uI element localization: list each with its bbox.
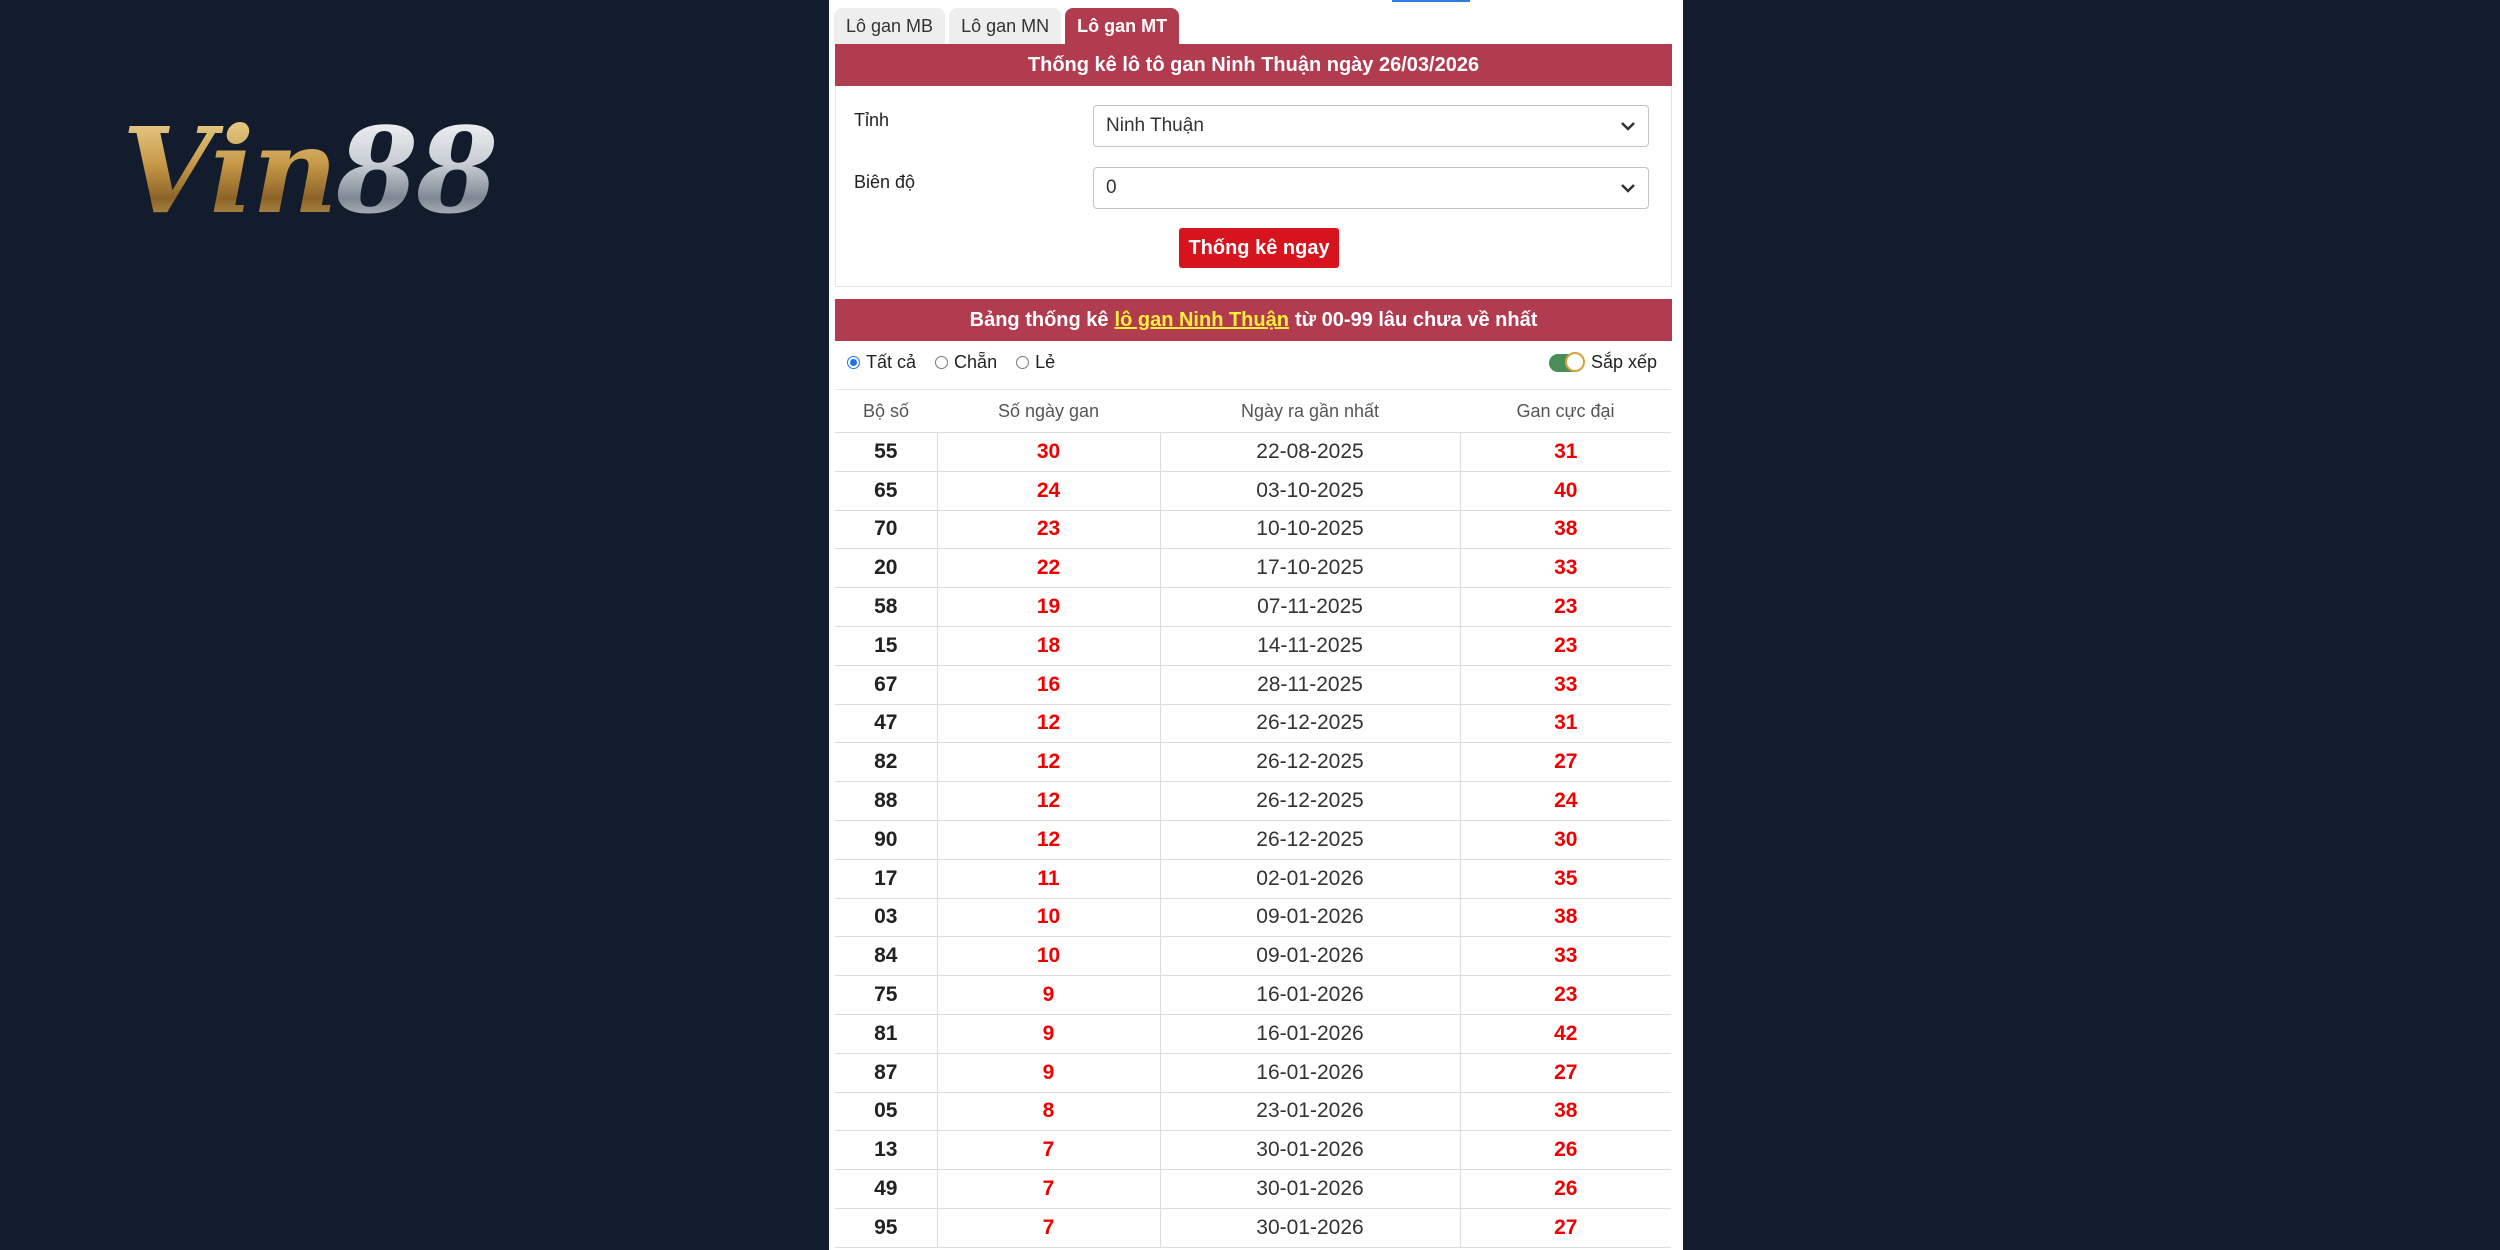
cell-gan-cuc-dai: 35 bbox=[1460, 859, 1671, 898]
cell-bo-so: 67 bbox=[835, 665, 937, 704]
cell-so-ngay-gan: 23 bbox=[937, 510, 1160, 549]
cell-bo-so: 58 bbox=[835, 588, 937, 627]
cell-bo-so: 05 bbox=[835, 1092, 937, 1131]
table-header-row bbox=[835, 390, 1671, 433]
cell-bo-so: 87 bbox=[835, 1053, 937, 1092]
cell-gan-cuc-dai: 42 bbox=[1460, 1014, 1671, 1053]
col-header-bo-so: Bộ số bbox=[835, 390, 937, 433]
table-row bbox=[835, 1131, 1671, 1170]
cell-ngay-ra: 30-01-2026 bbox=[1160, 1170, 1460, 1209]
content-panel bbox=[829, 0, 1683, 1250]
table-row bbox=[835, 433, 1671, 472]
table-row bbox=[835, 859, 1671, 898]
chevron-down-icon bbox=[1620, 183, 1636, 193]
cell-so-ngay-gan: 18 bbox=[937, 626, 1160, 665]
cell-bo-so: 75 bbox=[835, 976, 937, 1015]
cell-ngay-ra: 14-11-2025 bbox=[1160, 626, 1460, 665]
table-row bbox=[835, 510, 1671, 549]
table-body bbox=[835, 433, 1671, 1248]
col-header-so-ngay-gan: Số ngày gan bbox=[937, 390, 1160, 433]
parity-filters bbox=[847, 352, 1657, 380]
table-row bbox=[835, 549, 1671, 588]
cell-so-ngay-gan: 12 bbox=[937, 704, 1160, 743]
cell-bo-so: 65 bbox=[835, 471, 937, 510]
filter-form bbox=[835, 86, 1672, 287]
stats-table bbox=[835, 389, 1671, 1248]
cell-gan-cuc-dai: 26 bbox=[1460, 1131, 1671, 1170]
cell-bo-so: 88 bbox=[835, 782, 937, 821]
radio-all-label: Tất cả bbox=[866, 352, 917, 372]
tab-lo-gan-mn[interactable]: Lô gan MN bbox=[949, 8, 1061, 44]
region-tabs bbox=[834, 4, 1183, 44]
table-row bbox=[835, 820, 1671, 859]
cell-ngay-ra: 30-01-2026 bbox=[1160, 1131, 1460, 1170]
cell-ngay-ra: 03-10-2025 bbox=[1160, 471, 1460, 510]
sort-control[interactable] bbox=[1549, 352, 1657, 373]
cell-so-ngay-gan: 16 bbox=[937, 665, 1160, 704]
cell-ngay-ra: 26-12-2025 bbox=[1160, 743, 1460, 782]
table-row bbox=[835, 1014, 1671, 1053]
cell-gan-cuc-dai: 26 bbox=[1460, 1170, 1671, 1209]
cell-so-ngay-gan: 19 bbox=[937, 588, 1160, 627]
cell-bo-so: 13 bbox=[835, 1131, 937, 1170]
cell-so-ngay-gan: 7 bbox=[937, 1208, 1160, 1247]
cell-bo-so: 17 bbox=[835, 859, 937, 898]
table-row bbox=[835, 626, 1671, 665]
cell-ngay-ra: 26-12-2025 bbox=[1160, 820, 1460, 859]
table-row bbox=[835, 782, 1671, 821]
range-select[interactable] bbox=[1093, 167, 1649, 209]
cell-gan-cuc-dai: 24 bbox=[1460, 782, 1671, 821]
cell-ngay-ra: 09-01-2026 bbox=[1160, 937, 1460, 976]
cell-gan-cuc-dai: 40 bbox=[1460, 471, 1671, 510]
logo-text-vin: Vin bbox=[122, 101, 337, 240]
cell-gan-cuc-dai: 31 bbox=[1460, 433, 1671, 472]
cell-so-ngay-gan: 24 bbox=[937, 471, 1160, 510]
radio-all[interactable] bbox=[847, 352, 916, 373]
province-label: Tỉnh bbox=[854, 110, 890, 130]
cell-bo-so: 20 bbox=[835, 549, 937, 588]
radio-even-label: Chẵn bbox=[954, 352, 998, 372]
stats-title-before: Bảng thống kê bbox=[969, 308, 1109, 331]
table-row bbox=[835, 976, 1671, 1015]
cell-ngay-ra: 16-01-2026 bbox=[1160, 976, 1460, 1015]
cell-so-ngay-gan: 12 bbox=[937, 743, 1160, 782]
cell-so-ngay-gan: 8 bbox=[937, 1092, 1160, 1131]
radio-circle[interactable] bbox=[1016, 356, 1029, 369]
cell-gan-cuc-dai: 23 bbox=[1460, 626, 1671, 665]
cell-ngay-ra: 30-01-2026 bbox=[1160, 1208, 1460, 1247]
table-row bbox=[835, 704, 1671, 743]
cell-so-ngay-gan: 10 bbox=[937, 898, 1160, 937]
sort-toggle[interactable] bbox=[1549, 354, 1583, 372]
province-select[interactable] bbox=[1093, 105, 1649, 147]
table-row bbox=[835, 743, 1671, 782]
cell-so-ngay-gan: 22 bbox=[937, 549, 1160, 588]
province-select-value: Ninh Thuận bbox=[1106, 115, 1204, 136]
cell-so-ngay-gan: 12 bbox=[937, 782, 1160, 821]
cell-gan-cuc-dai: 27 bbox=[1460, 1208, 1671, 1247]
cell-so-ngay-gan: 11 bbox=[937, 859, 1160, 898]
form-title: Thống kê lô tô gan Ninh Thuận ngày 26/03/2026 bbox=[835, 44, 1672, 86]
cell-ngay-ra: 02-01-2026 bbox=[1160, 859, 1460, 898]
table-row bbox=[835, 898, 1671, 937]
cell-gan-cuc-dai: 38 bbox=[1460, 1092, 1671, 1131]
cell-gan-cuc-dai: 38 bbox=[1460, 510, 1671, 549]
cell-gan-cuc-dai: 27 bbox=[1460, 743, 1671, 782]
cell-gan-cuc-dai: 23 bbox=[1460, 588, 1671, 627]
cell-so-ngay-gan: 12 bbox=[937, 820, 1160, 859]
vin88-logo bbox=[122, 101, 497, 240]
logo-text-88: 88 bbox=[336, 101, 497, 240]
table-row bbox=[835, 471, 1671, 510]
cell-bo-so: 84 bbox=[835, 937, 937, 976]
cell-so-ngay-gan: 9 bbox=[937, 1053, 1160, 1092]
cell-bo-so: 49 bbox=[835, 1170, 937, 1209]
cell-ngay-ra: 09-01-2026 bbox=[1160, 898, 1460, 937]
cell-so-ngay-gan: 7 bbox=[937, 1131, 1160, 1170]
stats-title bbox=[835, 299, 1672, 341]
cell-gan-cuc-dai: 27 bbox=[1460, 1053, 1671, 1092]
cell-ngay-ra: 17-10-2025 bbox=[1160, 549, 1460, 588]
radio-odd[interactable] bbox=[1016, 352, 1055, 373]
cell-so-ngay-gan: 7 bbox=[937, 1170, 1160, 1209]
cell-gan-cuc-dai: 30 bbox=[1460, 820, 1671, 859]
cell-ngay-ra: 28-11-2025 bbox=[1160, 665, 1460, 704]
col-header-ngay-ra: Ngày ra gần nhất bbox=[1160, 390, 1460, 433]
cell-bo-so: 70 bbox=[835, 510, 937, 549]
cell-ngay-ra: 23-01-2026 bbox=[1160, 1092, 1460, 1131]
cell-ngay-ra: 16-01-2026 bbox=[1160, 1014, 1460, 1053]
cell-bo-so: 47 bbox=[835, 704, 937, 743]
stats-title-link[interactable]: lô gan Ninh Thuận bbox=[1114, 308, 1289, 331]
sort-label: Sắp xếp bbox=[1590, 352, 1657, 372]
cell-so-ngay-gan: 10 bbox=[937, 937, 1160, 976]
cell-bo-so: 55 bbox=[835, 433, 937, 472]
cell-ngay-ra: 22-08-2025 bbox=[1160, 433, 1460, 472]
cell-so-ngay-gan: 30 bbox=[937, 433, 1160, 472]
range-select-value: 0 bbox=[1106, 177, 1117, 198]
cell-gan-cuc-dai: 33 bbox=[1460, 549, 1671, 588]
tab-lo-gan-mb[interactable]: Lô gan MB bbox=[834, 8, 945, 44]
cell-ngay-ra: 16-01-2026 bbox=[1160, 1053, 1460, 1092]
cell-ngay-ra: 07-11-2025 bbox=[1160, 588, 1460, 627]
stats-title-after: từ 00-99 lâu chưa về nhất bbox=[1294, 308, 1538, 331]
table-row bbox=[835, 588, 1671, 627]
radio-circle[interactable] bbox=[847, 356, 860, 369]
range-label: Biên độ bbox=[854, 172, 916, 192]
submit-button[interactable]: Thống kê ngay bbox=[1179, 228, 1339, 268]
table-row bbox=[835, 1092, 1671, 1131]
cell-bo-so: 81 bbox=[835, 1014, 937, 1053]
top-indicator bbox=[1392, 0, 1470, 2]
col-header-gan-cuc-dai: Gan cực đại bbox=[1460, 390, 1671, 433]
toggle-knob bbox=[1565, 352, 1585, 372]
table-row bbox=[835, 665, 1671, 704]
cell-so-ngay-gan: 9 bbox=[937, 976, 1160, 1015]
cell-ngay-ra: 26-12-2025 bbox=[1160, 782, 1460, 821]
cell-ngay-ra: 10-10-2025 bbox=[1160, 510, 1460, 549]
cell-bo-so: 15 bbox=[835, 626, 937, 665]
table-row bbox=[835, 1053, 1671, 1092]
cell-gan-cuc-dai: 33 bbox=[1460, 937, 1671, 976]
radio-circle[interactable] bbox=[935, 356, 948, 369]
table-row bbox=[835, 937, 1671, 976]
tab-lo-gan-mt[interactable]: Lô gan MT bbox=[1065, 8, 1179, 44]
cell-bo-so: 82 bbox=[835, 743, 937, 782]
cell-gan-cuc-dai: 38 bbox=[1460, 898, 1671, 937]
radio-even[interactable] bbox=[935, 352, 997, 373]
cell-bo-so: 03 bbox=[835, 898, 937, 937]
cell-ngay-ra: 26-12-2025 bbox=[1160, 704, 1460, 743]
radio-odd-label: Lẻ bbox=[1035, 352, 1056, 372]
cell-gan-cuc-dai: 31 bbox=[1460, 704, 1671, 743]
table-row bbox=[835, 1208, 1671, 1247]
cell-bo-so: 90 bbox=[835, 820, 937, 859]
cell-gan-cuc-dai: 33 bbox=[1460, 665, 1671, 704]
table-row bbox=[835, 1170, 1671, 1209]
cell-gan-cuc-dai: 23 bbox=[1460, 976, 1671, 1015]
cell-bo-so: 95 bbox=[835, 1208, 937, 1247]
chevron-down-icon bbox=[1620, 121, 1636, 131]
cell-so-ngay-gan: 9 bbox=[937, 1014, 1160, 1053]
